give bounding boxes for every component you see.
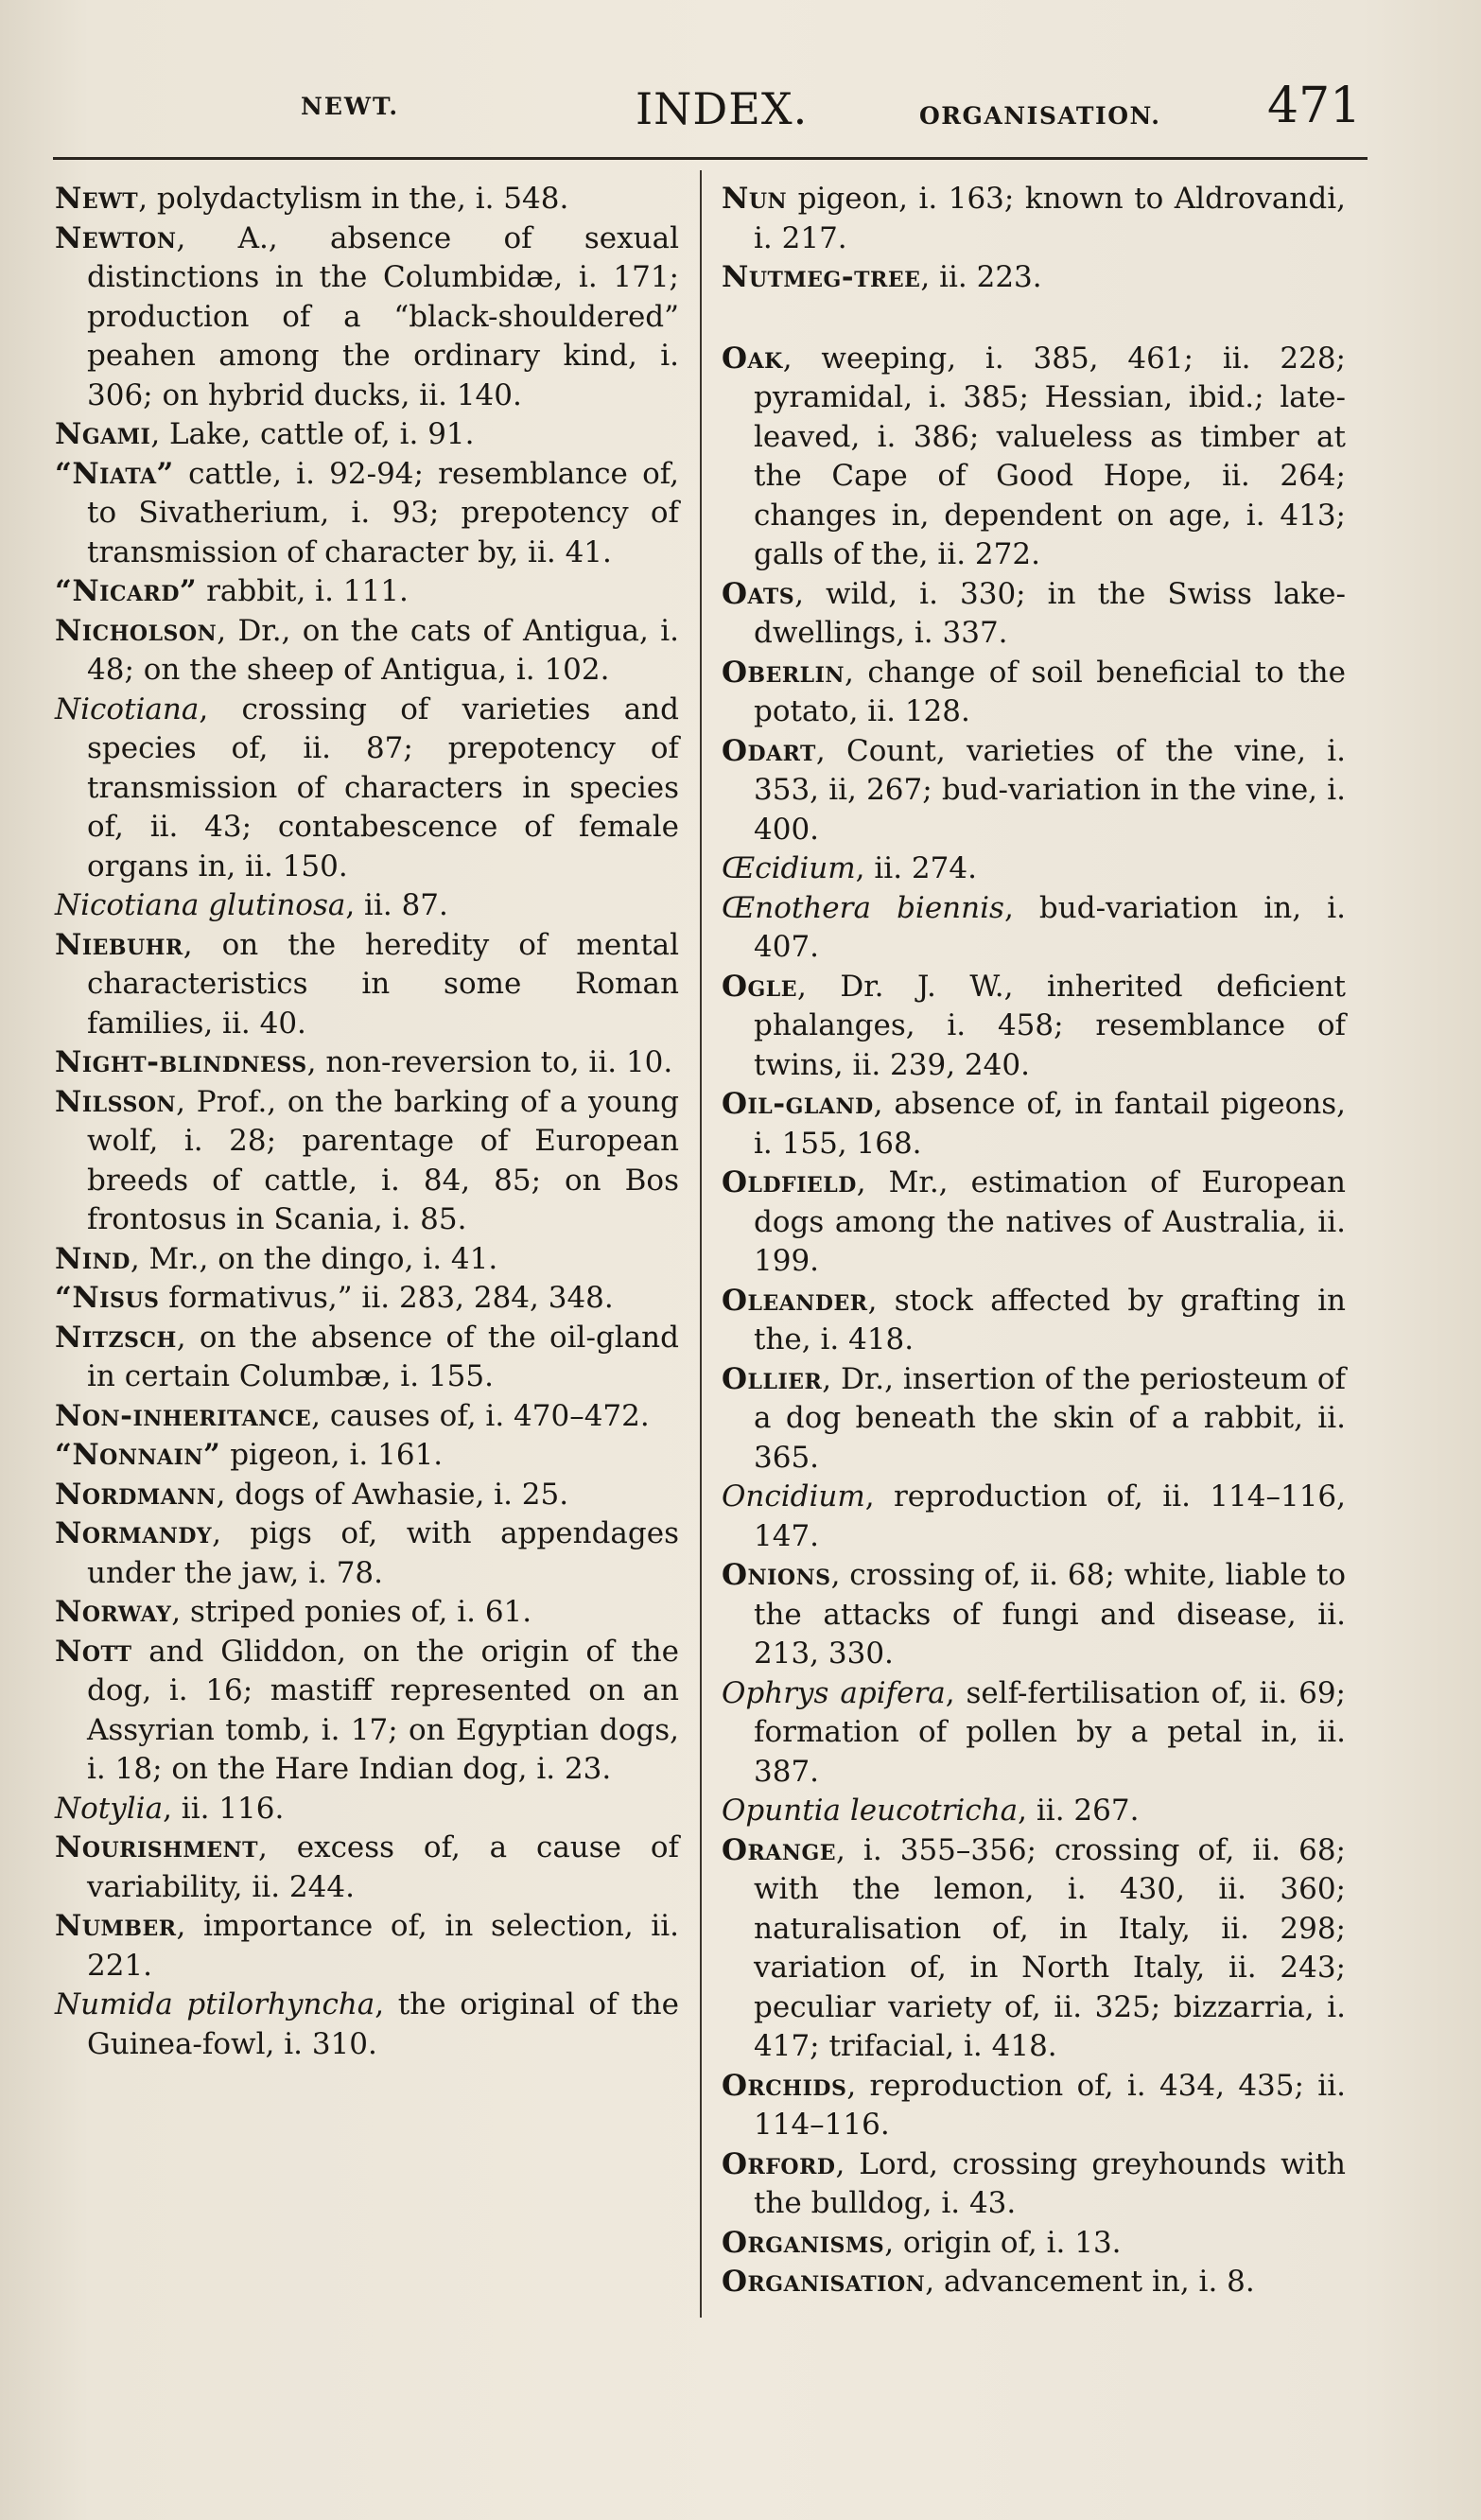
index-entry [55,1514,679,1593]
page-number: 471 [1267,78,1362,134]
index-entry [722,849,1346,889]
index-entry-references: , pigs of, with appendages under the jaw, i. 78. [87,1516,679,1590]
index-entry-references: , Dr., on the cats of Antigua, i. 48; on the sheep of Antigua, i. 102. [87,613,679,687]
index-entry-references: , reproduction of, ii. 114–116, 147. [754,1479,1346,1553]
index-entry-references: , causes of, i. 470–472. [311,1398,650,1433]
index-entry-references: , i. 355–356; crossing of, ii. 68; with the lemon, i. 430, ii. 360; naturalisation of, in Italy, ii. 298; variation of, in North Italy, ii. 243; peculiar variety of, ii. 325; bizzarria, i. 417; trifacial, i. 418. [754,1832,1346,2063]
index-entry [722,732,1346,850]
index-entry-references: pigeon, i. 163; known to Aldrovandi, i. 217. [754,182,1346,255]
index-entry [55,1633,679,1790]
index-entry [55,219,679,416]
header-left-guide-word: NEWT. [301,93,400,120]
index-entry [55,1790,679,1829]
index-entry-references: , ii. 267. [1018,1794,1140,1828]
index-entry-references: , ii. 87. [345,888,448,922]
index-entry [55,180,679,219]
index-entry-references: , Dr., insertion of the periosteum of a dog beneath the skin of a rabbit, ii. 365. [754,1361,1346,1475]
index-entry-references: , change of soil beneficial to the potato, ii. 128. [754,655,1346,728]
index-entry-heading: Oleander [722,1283,868,1318]
index-entry-references: , Lake, cattle of, i. 91. [150,417,475,451]
index-entry [55,1397,679,1437]
index-entry-references: , dogs of Awhasie, i. 25. [216,1477,569,1512]
index-entry-heading: Notylia [55,1791,164,1826]
index-entry-heading: Newton [55,220,177,255]
index-entry-heading: Onions [722,1558,831,1592]
index-entry-heading: Nutmeg-tree [722,260,921,294]
index-entry [722,1556,1346,1674]
index-entry [722,575,1346,654]
index-entry [55,1907,679,1986]
index-entry-heading: Numida ptilorhyncha [55,1987,375,2021]
index-entry [722,1085,1346,1164]
index-entry-references: , Mr., on the dingo, i. 41. [130,1241,498,1276]
index-column-left [55,180,679,2064]
index-entry-references: , advancement in, i. 8. [925,2265,1255,2299]
index-entry [55,1279,679,1319]
index-entry-references: , self-fertilisation of, ii. 69; formation of pollen by a petal in, ii. 387. [754,1675,1346,1789]
index-entry-references: rabbit, i. 111. [197,574,409,608]
index-entry-heading: Newt [55,182,139,216]
index-entry-heading: Œcidium [722,851,856,885]
index-entry [722,180,1346,258]
index-entry-heading: Niebuhr [55,927,183,962]
index-entry [55,691,679,887]
index-entry-heading: Ogle [722,969,798,1004]
index-entry-heading: Normandy [55,1516,213,1550]
index-entry-references: , Dr. J. W., inherited deficient phalanges, i. 458; resemblance of twins, ii. 239, 240. [754,969,1346,1082]
index-entry-heading: Nitzsch [55,1320,177,1355]
index-entry-heading: Nind [55,1241,131,1276]
index-entry [722,654,1346,732]
index-entry-heading: Opuntia leucotricha [722,1794,1019,1828]
index-entry [55,415,679,455]
index-entry-heading: Night-blindness [55,1045,307,1079]
index-entry-heading: “Nisus [55,1281,160,1315]
index-entry-references: , Count, varieties of the vine, i. 353, ii, 267; bud-variation in the vine, i. 400. [754,733,1346,847]
index-entry [55,1240,679,1280]
index-entry [722,1478,1346,1556]
index-entry-references: , bud-variation in, i. 407. [754,890,1346,964]
header-right-guide-word: ORGANISATION. [919,102,1161,130]
index-entry-heading: Nun [722,182,788,216]
index-entry [55,1476,679,1515]
index-entry-references: , excess of, a cause of variability, ii. 244. [87,1830,679,1904]
index-entry-heading: Nicotiana [55,691,200,726]
index-entry-heading: Non-inheritance [55,1398,312,1433]
index-entry-references: , ii. 223. [920,260,1042,294]
index-entry-heading: Odart [722,733,816,768]
index-entry [722,258,1346,298]
index-entry-references: , Mr., estimation of European dogs among the natives of Australia, ii. 199. [754,1165,1346,1278]
index-entry-references: , stock affected by grafting in the, i. 418. [754,1283,1346,1356]
index-entry [722,1674,1346,1793]
running-header [0,78,1481,149]
index-entry [722,1282,1346,1360]
index-entry-heading: Orchids [722,2068,847,2103]
header-rule [53,157,1368,160]
index-entry-heading: Number [55,1909,177,1943]
index-entry-heading: Norway [55,1595,172,1629]
index-entry-references: , on the heredity of mental characteristics in some Roman families, ii. 40. [87,927,679,1041]
index-entry [722,2067,1346,2145]
index-entry-references: , ii. 274. [855,851,977,885]
index-entry [55,926,679,1044]
index-entry [55,612,679,691]
index-entry [722,889,1346,968]
index-entry [55,1319,679,1397]
index-entry-references: , origin of, i. 13. [884,2225,1122,2260]
index-entry-references: cattle, i. 92-94; resemblance of, to Sivatherium, i. 93; prepotency of transmission of character by, ii. 41. [87,456,679,569]
index-entry-heading: Oldfield [722,1165,857,1199]
index-entry [55,455,679,573]
index-entry-heading: “Niata” [55,456,174,491]
index-entry-heading: Orford [722,2146,836,2181]
index-entry [722,1831,1346,2067]
index-entry [722,1792,1346,1831]
index-entry-references: , importance of, in selection, ii. 221. [87,1909,679,1983]
index-entry-references: , Lord, crossing greyhounds with the bulldog, i. 43. [754,2146,1346,2220]
index-entry-references: , on the absence of the oil-gland in certain Columbæ, i. 155. [87,1320,679,1393]
index-entry-references: , crossing of, ii. 68; white, liable to the attacks of fungi and disease, ii. 213, 330. [754,1558,1346,1671]
letter-section-gap [722,298,1346,340]
index-entry-references: , Prof., on the barking of a young wolf, i. 28; parentage of European breeds of cattle, i. 84, 85; on Bos frontosus in Scania, i. 85. [87,1084,679,1236]
index-entry-heading: Ollier [722,1361,823,1396]
index-entry-heading: Nourishment [55,1830,259,1864]
index-entry [55,1986,679,2064]
index-entry [55,1436,679,1476]
index-entry [722,1164,1346,1282]
index-entry [55,1043,679,1083]
index-entry [722,968,1346,1086]
index-entry-references: , crossing of varieties and species of, ii. 87; prepotency of transmission of characters in species of, ii. 43; contabescence of female organs in, ii. 150. [87,691,679,884]
index-entry-heading: Nicotiana glutinosa [55,888,346,922]
index-entry-references: , reproduction of, i. 434, 435; ii. 114–116. [754,2068,1346,2142]
index-entry-references: , A., absence of sexual distinctions in the Columbidæ, i. 171; production of a “black-shouldered” peahen among the ordinary kind, i. 306; on hybrid ducks, ii. 140. [87,220,679,412]
index-entry-heading: Oak [722,341,783,376]
index-entry [722,1360,1346,1479]
index-entry-heading: Organisms [722,2225,885,2260]
index-entry-heading: Oberlin [722,655,845,690]
index-entry-references: , non-reversion to, ii. 10. [306,1045,673,1079]
index-entry-references: and Gliddon, on the origin of the dog, i. 16; mastiff represented on an Assyrian tomb, i. 17; on Egyptian dogs, i. 18; on the Hare Indian dog, i. 23. [87,1634,679,1786]
index-entry-heading: “Nicard” [55,574,198,608]
index-entry-references: , wild, i. 330; in the Swiss lake-dwellings, i. 337. [754,576,1346,650]
index-entry-heading: “Nonnain” [55,1438,221,1472]
index-entry [722,340,1346,575]
index-column-right [722,180,1346,2302]
index-entry-references: , striped ponies of, i. 61. [171,1595,532,1629]
index-entry [722,2263,1346,2302]
index-entry-heading: Nordmann [55,1477,217,1512]
index-entry-references: , ii. 116. [163,1791,285,1826]
index-entry [722,2224,1346,2264]
index-entry [55,572,679,612]
header-title: INDEX. [636,83,809,134]
index-entry-references: , absence of, in fantail pigeons, i. 155, 168. [754,1087,1346,1161]
index-entry-heading: Oats [722,576,795,611]
column-divider [700,170,702,2318]
index-entry-heading: Ophrys apifera [722,1675,946,1710]
index-entry-heading: Oil-gland [722,1087,874,1121]
index-entry-heading: Orange [722,1832,837,1867]
index-entry [722,2145,1346,2224]
index-entry-heading: Nilsson [55,1084,177,1119]
index-entry-references: , weeping, i. 385, 461; ii. 228; pyramidal, i. 385; Hessian, ibid.; late-leaved, i. 386; valueless as timber at the Cape of Good Hope, ii. 264; changes in, dependent on age, i. 413; galls of the, ii. 272. [754,341,1346,571]
index-entry-heading: Ngami [55,417,151,451]
index-entry-heading: Œnothera biennis [722,890,1004,925]
index-entry [55,1083,679,1240]
index-entry-references: , the original of the Guinea-fowl, i. 310. [87,1987,679,2061]
index-entry-references: , polydactylism in the, i. 548. [138,182,569,216]
index-entry [55,1593,679,1633]
index-entry [55,886,679,926]
index-entry-heading: Nott [55,1634,132,1669]
index-entry-heading: Oncidium [722,1479,865,1514]
index-entry-heading: Organisation [722,2265,926,2299]
index-entry-heading: Nicholson [55,613,218,648]
index-entry-references: pigeon, i. 161. [220,1438,444,1472]
index-entry [55,1829,679,1907]
index-entry-references: formativus,” ii. 283, 284, 348. [159,1281,614,1315]
